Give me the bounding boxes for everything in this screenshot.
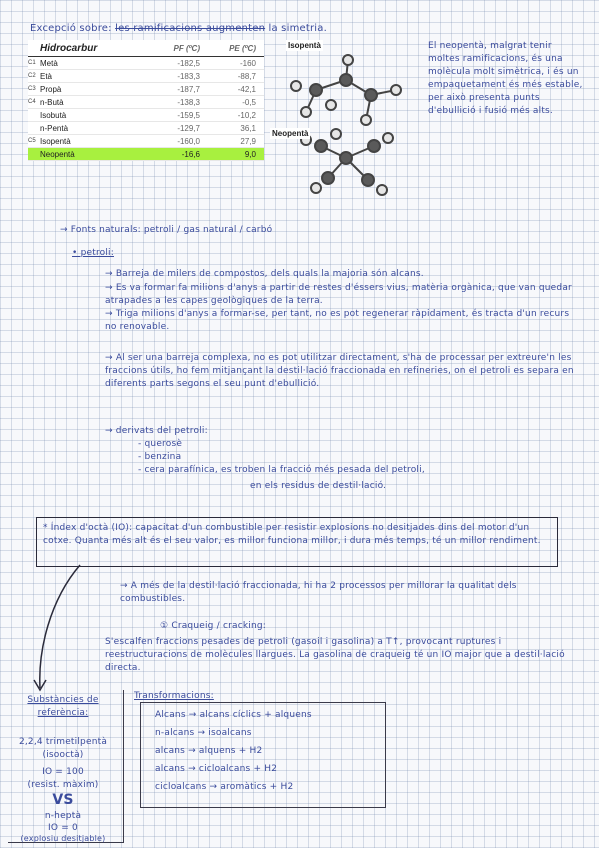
row-pe: 36,1 [240,123,256,133]
row-name: n-Butà [40,97,64,107]
derivative-item: en els residus de destil·lació. [250,481,387,491]
petroleum-heading: • petroli: [72,248,114,258]
octane-index-text: * Índex d'octà (IO): capacitat d'un combustible per resistir explosions no desitjades dins del motor d'un cotxe. Quanta més alt és el seu valor, es millor funciona millor, i dura més temps, té un millor rendiment. [43,523,541,546]
carbon-count: C1 [28,60,36,66]
row-pe: 9,0 [244,149,256,159]
additional-processes: → A més de la destil·lació fraccionada, hi ha 2 processos per millorar la qualitat dels combustibles. [120,581,517,604]
row-pe: -88,7 [237,71,256,81]
cracking-heading: ① Craqueig / cracking: [160,621,267,631]
exception-heading [30,22,327,35]
transformation-line: n-alcans → isoalcans [155,728,252,738]
reference-line: IO = 0 [48,823,78,833]
transformation-line: cicloalcans → aromàtics + H2 [155,782,294,792]
carbon-count: C2 [28,73,36,79]
row-pf: -159,5 [177,110,200,120]
exception-prefix: Excepció sobre: [30,23,112,34]
table-row [28,122,264,135]
row-pf: -182,5 [177,58,200,68]
table-body [28,57,264,161]
row-name: Neopentà [40,149,75,159]
cracking-text: S'escalfen fraccions pesades de petroli (gasoil i gasolina) a T↑, provocant ruptures i reestructuracions de molècules llargues. La gasolina de craqueig té un IO major que a destil·lació directa. [105,637,565,673]
exception-suffix: la simetria. [268,23,327,34]
row-pe: -0,5 [242,97,256,107]
header-pe: PE (ºC) [229,43,256,53]
label-neopentane: Neopentà [272,129,309,138]
carbon-count: C4 [28,99,36,105]
petroleum-bullet-4: → Al ser una barreja complexa, no es pot utilitzar directament, s'ha de processar per extreure'n les fraccions útils, ho fem mitjançant la destil·lació fraccionada en refineries, on el petroli es separa en diferents parts segons el seu punt d'ebullició. [105,352,575,391]
transformation-line: alcans → alquens + H2 [155,746,263,756]
transformation-line: Alcans → alcans cíclics + alquens [155,710,312,720]
carbon-count: C3 [28,86,36,92]
reference-substances-box [8,690,124,843]
neopentane-note: El neopentà, malgrat tenir moltes ramificacions, és una molècula molt simètrica, i és un empaquetament és més estable, per això presenta punts d'ebullició i fusió més alts. [428,41,583,116]
table-row [28,135,264,148]
carbon-count: C5 [28,138,36,144]
derivatives-heading: → derivats del petroli: [105,426,208,436]
hydrocarbon-table [28,40,264,161]
header-pf: PF (ºC) [173,43,200,53]
derivative-item: - benzina [138,452,182,462]
row-name: Isobutà [40,110,67,120]
reference-heading: Substàncies de referència: [27,695,99,718]
transformation-line: alcans → cicloalcans + H2 [155,764,278,774]
table-row [28,96,264,109]
transformations-heading: Transformacions: [134,691,214,701]
row-pe: -10,2 [237,110,256,120]
connector-arrow-icon [20,560,100,700]
reference-line: (isooctà) [42,750,84,760]
petroleum-bullet-1: → Barreja de milers de compostos, dels quals la majoria són alcans. [105,268,575,281]
row-pf: -183,3 [177,71,200,81]
table-row [28,83,264,96]
header-hydrocarbon: Hidrocarbur [40,42,98,54]
table-header [28,40,264,57]
row-name: Metà [40,58,58,68]
row-name: n-Pentà [40,123,69,133]
row-name: Età [40,71,53,81]
transformations-box [140,702,386,808]
table-row [28,109,264,122]
table-row [28,57,264,70]
row-pf: -129,7 [177,123,200,133]
petroleum-bullet-3: → Triga milions d'anys a formar-se, per tant, no es pot regenerar ràpidament, és tracta d'un recurs no renovable. [105,308,575,334]
molecule-models [276,50,416,200]
petroleum-bullet-2: → Es va formar fa milions d'anys a partir de restes d'éssers vius, matèria orgànica, que van quedar atrapades a les capes geològiques de la terra. [105,282,575,308]
row-pe: -42,1 [237,84,256,94]
table-row [28,70,264,83]
derivative-item: - cera parafínica, es troben la fracció més pesada del petroli, [138,465,425,475]
row-pe: 27,9 [240,136,256,146]
reference-line: (explosiu desitjable) [20,834,106,843]
reference-line: IO = 100 [42,767,84,777]
table-row-highlighted [28,148,264,161]
row-pf: -187,7 [177,84,200,94]
reference-vs: VS [52,792,74,808]
isopentane-model [291,55,401,125]
derivative-item: - querosè [138,439,183,449]
reference-line: (resist. màxim) [27,780,99,790]
reference-line: n-heptà [44,811,82,821]
neopentane-model [301,129,393,195]
natural-sources-line: → Fonts naturals: petroli / gas natural / carbó [60,225,273,235]
row-pf: -138,3 [177,97,200,107]
row-pe: -160 [239,58,256,68]
row-name: Isopentà [40,136,71,146]
row-pf: -160,0 [177,136,200,146]
reference-line: 2,2,4 trimetilpentà [18,737,108,747]
label-isopentane: Isopentà [288,41,321,50]
exception-struck: les ramificacions augmenten [115,23,266,34]
row-pf: -16,6 [181,149,200,159]
octane-index-box [36,517,558,567]
row-name: Propà [40,84,62,94]
